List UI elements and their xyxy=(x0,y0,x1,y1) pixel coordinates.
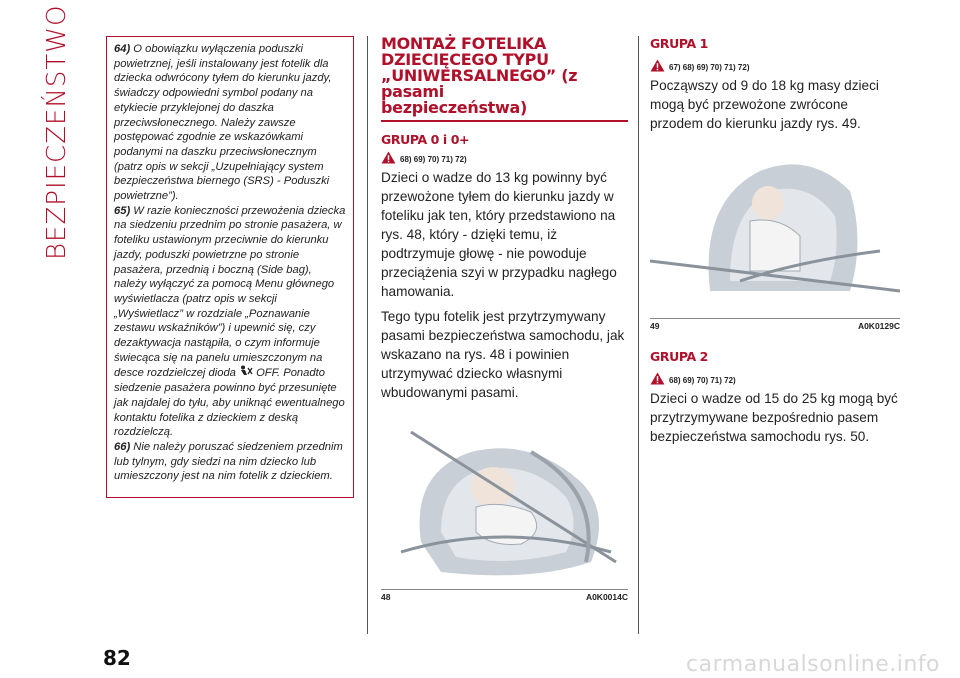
warning-reference xyxy=(650,372,900,385)
heading-line: „UNIWERSALNEGO” (z pasami xyxy=(381,66,578,101)
child-seat-illustration xyxy=(650,141,900,313)
column-divider xyxy=(367,36,368,634)
figure-caption xyxy=(650,318,900,331)
heading-line: MONTAŻ FOTELIKA xyxy=(381,34,546,53)
warning-refs: 67) 68) 69) 70) 71) 72) xyxy=(669,63,750,72)
paragraph: Począwszy od 9 do 18 kg masy dzieci mogą być przewożone zwrócone przodem do kierunku jazdy rys. 49. xyxy=(650,78,879,131)
column-universal-seat xyxy=(381,36,628,602)
note-text: O obowiązku wyłączenia poduszki powietrznej, jeśli instalowany jest fotelik dla dziecka odwrócony tyłem do kierunku jazdy, świadczy odpowiedni symbol podany na etykiecie przyklejonej do daszka przeciwsłonecznego. Należy zawsze postępować zgodnie ze wskazówkami podanymi na daszku przeciwsłonecznym (patrz opis w sekcji „Uzupełniający system bezpieczeństwa biernego (SRS) - Poduszki powietrzne”). xyxy=(114,43,332,203)
heading-line: bezpieczeństwa) xyxy=(381,98,528,117)
site-watermark: carmanualsonline.info xyxy=(686,652,940,677)
figure-48 xyxy=(381,412,628,602)
figure-49 xyxy=(650,141,900,331)
section-sidebar-title xyxy=(40,4,100,260)
note-number: 66) xyxy=(114,440,131,453)
heading-rule xyxy=(381,120,628,122)
notes-box xyxy=(106,36,354,498)
passenger-airbag-icon xyxy=(239,365,253,377)
note-65 xyxy=(114,204,346,440)
figure-code: A0K0014C xyxy=(585,592,628,602)
warning-triangle-icon xyxy=(381,151,396,164)
column-divider xyxy=(638,36,639,634)
group-2-heading: GRUPA 2 xyxy=(650,349,708,364)
warning-reference xyxy=(381,151,628,164)
note-66 xyxy=(114,440,346,484)
warning-triangle-icon xyxy=(650,372,665,385)
warning-triangle-icon xyxy=(650,59,665,72)
heading-line: DZIECIĘCEGO TYPU xyxy=(381,50,549,69)
figure-number: 48 xyxy=(381,592,391,602)
note-text: Nie należy poruszać siedzeniem przednim lub tylnym, gdy siedzi na nim dziecko lub umieszczony jest na nim fotelik z dzieckiem. xyxy=(114,440,343,483)
note-text: OFF. Ponadto siedzenie pasażera powinno być przesunięte jak najdalej do tyłu, aby uniknąć ewentualnego kontaktu fotelika z dzieckiem z deską rozdzielczą. xyxy=(114,367,345,439)
note-number: 65) xyxy=(114,204,131,217)
column-groups-1-2 xyxy=(650,36,900,452)
note-text: W razie konieczności przewożenia dziecka na siedzeniu przednim po stronie pasażera, w foteliku ustawionym przeciwnie do kierunku jazdy, poduszki powietrzne po stronie pasażera, przednią i boczną (Side bag), należy wyłączyć za pomocą Menu głównego wyświetlacza (patrz opis w sekcji „Wyświetlacz” w rozdziale „Poznawanie zestawu wskaźników”) i upewnić się, czy dezaktywacja nastąpiła, o czym informuje świecąca się na panelu umieszczonym na desce rozdzielczej dioda xyxy=(114,204,346,380)
figure-caption xyxy=(381,589,628,602)
warning-refs: 68) 69) 70) 71) 72) xyxy=(669,376,736,385)
warning-reference xyxy=(650,59,900,72)
paragraph: Dzieci o wadze od 15 do 25 kg mogą być przytrzymywane bezpośrednio pasem bezpieczeństwa samochodu rys. 50. xyxy=(650,391,898,444)
group-1-heading: GRUPA 1 xyxy=(650,36,708,51)
note-64 xyxy=(114,42,346,204)
warning-refs: 68) 69) 70) 71) 72) xyxy=(400,155,467,164)
figure-code: A0K0129C xyxy=(857,321,900,331)
note-number: 64) xyxy=(114,43,131,55)
section-heading xyxy=(381,36,628,116)
paragraph: Dzieci o wadze do 13 kg powinny być przewożone tyłem do kierunku jazdy w foteliku jak ten, który przedstawiono na rys. 48, który - dzięki temu, iż podtrzymuje głowę - nie powoduje przeciążenia szyi w przypadku nagłego hamowania. xyxy=(381,170,617,299)
figure-number: 49 xyxy=(650,321,660,331)
paragraph: Tego typu fotelik jest przytrzymywany pasami bezpieczeństwa samochodu, jak wskazano na rys. 48 i powinien utrzymywać dziecko własnymi wbudowanymi pasami. xyxy=(381,309,625,400)
section-title-text: BEZPIECZEŃSTWO xyxy=(42,4,72,260)
page-number: 82 xyxy=(103,646,131,670)
group-0-heading: GRUPA 0 i 0+ xyxy=(381,132,470,147)
infant-seat-illustration xyxy=(381,412,628,584)
